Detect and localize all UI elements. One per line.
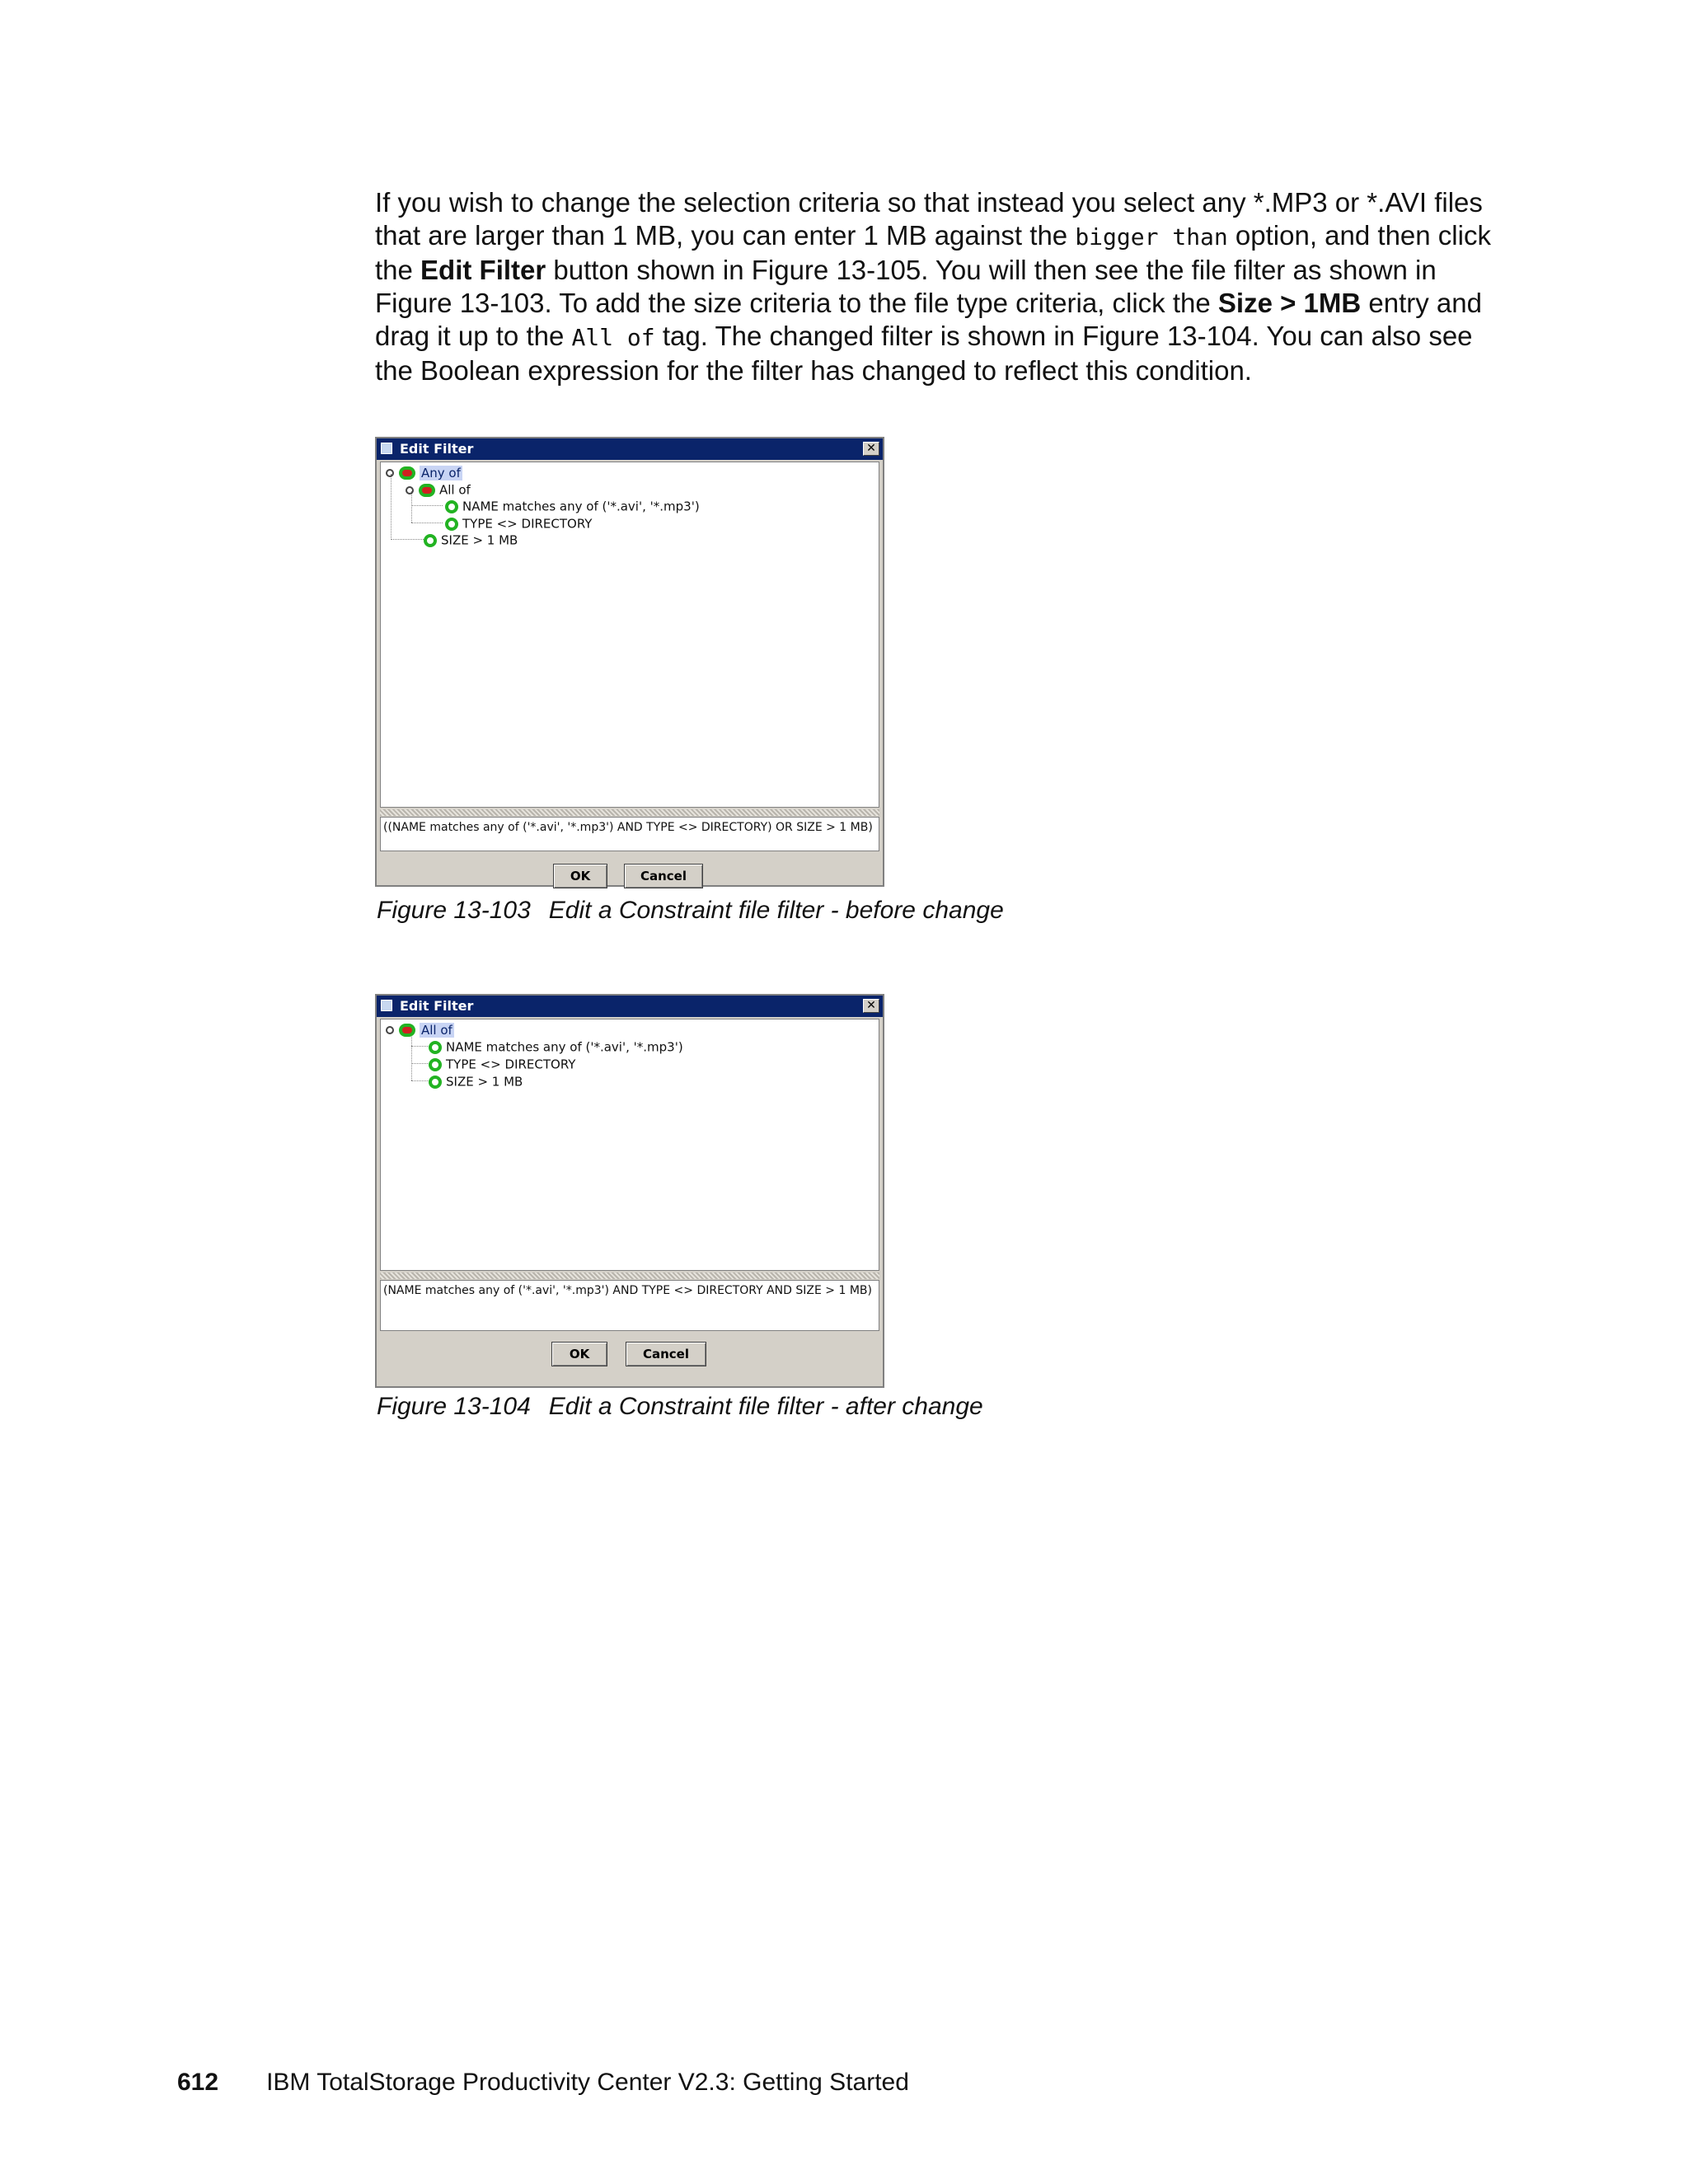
tree-connector xyxy=(411,1031,412,1080)
caption-text: Edit a Constraint file filter - after change xyxy=(548,1393,983,1420)
node-label: SIZE > 1 MB xyxy=(441,532,518,548)
ok-button[interactable]: OK xyxy=(551,1342,607,1366)
tree-node-size-condition[interactable] xyxy=(424,532,518,548)
node-label: All of xyxy=(421,1022,452,1038)
page-footer xyxy=(177,2069,909,2097)
page-number: 612 xyxy=(177,2069,219,2096)
group-node-icon xyxy=(399,466,415,480)
node-label: TYPE <> DIRECTORY xyxy=(446,1057,576,1072)
node-label: Any of xyxy=(421,465,461,480)
edit-filter-dialog-after xyxy=(375,994,884,1388)
group-node-icon xyxy=(399,1024,415,1037)
paragraph-text: option, and then click the xyxy=(375,220,1491,285)
caption-number: Figure 13-104 xyxy=(377,1393,531,1420)
condition-node-icon xyxy=(429,1058,442,1071)
dialog-titlebar xyxy=(377,996,883,1017)
tree-node-any-of[interactable] xyxy=(386,464,462,480)
body-paragraph xyxy=(375,186,1512,387)
paragraph-text: button shown in Figure 13-105. You will then see the file filter as shown in Figure 13-103. To add the size criteria to the file type criteria, click the xyxy=(375,255,1437,318)
figure-caption-1 xyxy=(377,897,1004,925)
tree-connector xyxy=(411,505,443,506)
expander-icon[interactable] xyxy=(406,486,414,494)
caption-number: Figure 13-103 xyxy=(377,897,531,924)
expander-icon[interactable] xyxy=(386,469,394,477)
close-icon[interactable]: ✕ xyxy=(863,442,879,456)
tree-node-name-condition[interactable] xyxy=(445,498,700,514)
paragraph-text: If you wish to change the selection criteria so that instead you select any *.MP3 or *.AVI files that are larger than 1 MB, you can enter 1 MB against the xyxy=(375,187,1483,251)
tree-connector xyxy=(391,474,392,540)
ok-button[interactable]: OK xyxy=(553,864,607,888)
window-icon xyxy=(381,1000,392,1011)
paragraph-text: tag. The changed filter is shown in Figure 13-104. You can also see the Boolean expression for the filter has changed to reflect this condition. xyxy=(375,321,1473,386)
paragraph-text: entry and drag it up to the xyxy=(375,288,1482,351)
tree-node-all-of[interactable] xyxy=(406,481,471,498)
dialog-title: Edit Filter xyxy=(400,998,474,1014)
bold-size-1mb: Size > 1MB xyxy=(1217,288,1362,318)
dialog-titlebar xyxy=(377,438,883,460)
close-icon[interactable]: ✕ xyxy=(863,999,879,1013)
group-node-icon xyxy=(419,484,435,497)
pane-splitter[interactable] xyxy=(380,1272,879,1279)
expression-field[interactable]: (NAME matches any of ('*.avi', '*.mp3') AND TYPE <> DIRECTORY AND SIZE > 1 MB) xyxy=(380,1280,879,1331)
expression-field[interactable]: ((NAME matches any of ('*.avi', '*.mp3') AND TYPE <> DIRECTORY) OR SIZE > 1 MB) xyxy=(380,817,879,851)
expander-icon[interactable] xyxy=(386,1026,394,1034)
window-icon xyxy=(381,443,392,454)
node-label: NAME matches any of ('*.avi', '*.mp3') xyxy=(446,1039,683,1055)
tree-node-all-of[interactable] xyxy=(386,1021,454,1038)
book-title: IBM TotalStorage Productivity Center V2.3: Getting Started xyxy=(266,2069,909,2096)
tree-node-type-condition[interactable] xyxy=(445,515,592,532)
condition-node-icon xyxy=(424,534,437,547)
caption-text: Edit a Constraint file filter - before change xyxy=(548,897,1004,924)
cancel-button[interactable]: Cancel xyxy=(626,1342,706,1366)
node-label: All of xyxy=(439,482,471,498)
node-label: NAME matches any of ('*.avi', '*.mp3') xyxy=(462,499,700,514)
tree-node-name-condition[interactable] xyxy=(429,1038,683,1055)
dialog-title: Edit Filter xyxy=(400,441,474,457)
condition-node-icon xyxy=(429,1076,442,1089)
figure-caption-2 xyxy=(377,1393,983,1421)
edit-filter-dialog-before xyxy=(375,437,884,887)
filter-tree xyxy=(380,462,879,808)
pane-splitter[interactable] xyxy=(380,809,879,816)
condition-node-icon xyxy=(445,518,458,531)
bold-edit-filter: Edit Filter xyxy=(420,255,546,285)
condition-node-icon xyxy=(429,1041,442,1054)
tree-connector xyxy=(391,539,424,540)
code-bigger-than: bigger than xyxy=(1075,223,1228,251)
node-label: TYPE <> DIRECTORY xyxy=(462,516,593,532)
filter-tree xyxy=(380,1019,879,1271)
tree-node-type-condition[interactable] xyxy=(429,1056,575,1072)
tree-node-size-condition[interactable] xyxy=(429,1073,523,1090)
condition-node-icon xyxy=(445,500,458,513)
cancel-button[interactable]: Cancel xyxy=(624,864,703,888)
node-label: SIZE > 1 MB xyxy=(446,1074,523,1090)
code-all-of: All of xyxy=(571,324,655,351)
